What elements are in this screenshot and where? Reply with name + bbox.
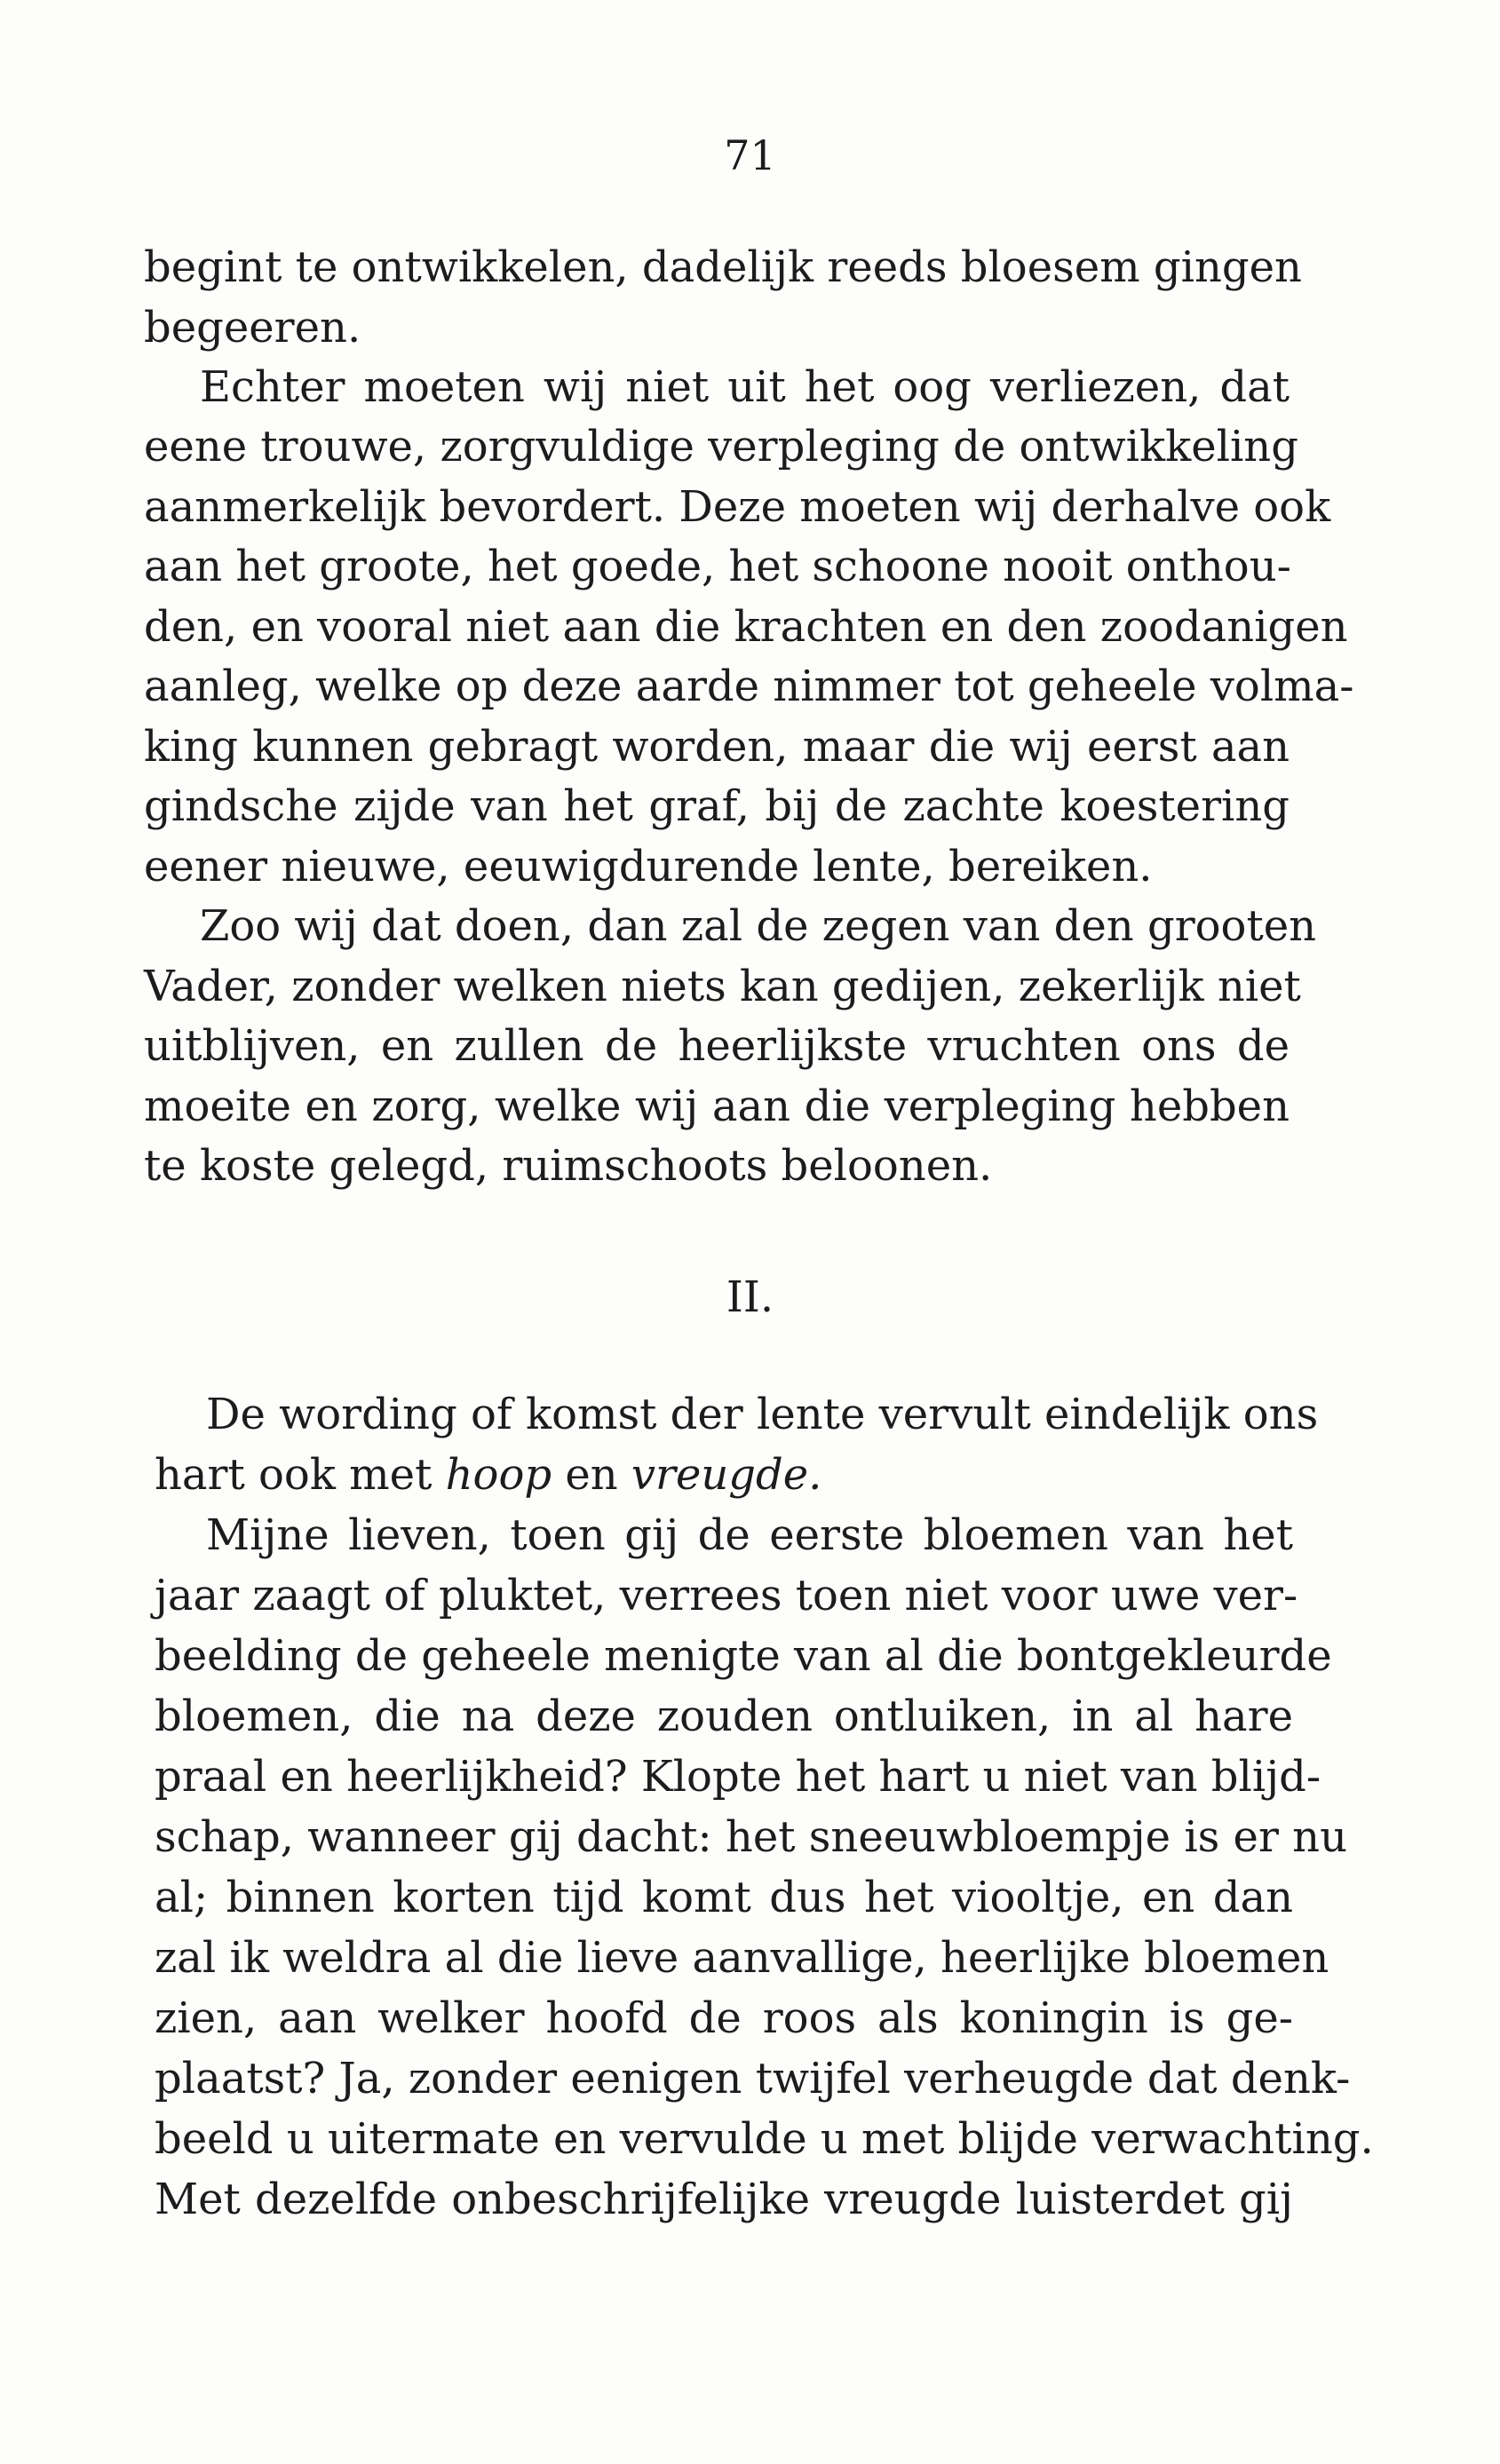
text-line: zien, aan welker hoofd de roos als koningin is ge- bbox=[155, 1993, 1293, 2043]
text-line: aanleg, welke op deze aarde nimmer tot geheele volma- bbox=[144, 662, 1354, 711]
text-line: De wording of komst der lente vervult eindelijk ons bbox=[206, 1390, 1319, 1439]
text-line: Mijne lieven, toen gij de eerste bloemen van het bbox=[206, 1510, 1293, 1560]
text-line: te koste gelegd, ruimschoots beloonen. bbox=[144, 1141, 993, 1191]
text-line: Met dezelfde onbeschrijfelijke vreugde luisterdet gij bbox=[155, 2175, 1293, 2224]
text-line: Vader, zonder welken niets kan gedijen, zekerlijk niet bbox=[144, 962, 1301, 1011]
text-line: al; binnen korten tijd komt dus het viooltje, en dan bbox=[155, 1873, 1293, 1922]
text-line: begint te ontwikkelen, dadelijk reeds bloesem gingen bbox=[144, 242, 1302, 292]
text-line: uitblijven, en zullen de heerlijkste vruchten ons de bbox=[144, 1021, 1290, 1071]
text-line: bloemen, die na deze zouden ontluiken, in al hare bbox=[155, 1692, 1293, 1741]
text-line: king kunnen gebragt worden, maar die wij eerst aan bbox=[144, 722, 1290, 772]
text-segment: hart ook met bbox=[155, 1450, 446, 1500]
emphasis-vreugde: vreugde. bbox=[631, 1450, 822, 1500]
text-line: aan het groote, het goede, het schoone nooit onthou- bbox=[144, 542, 1291, 591]
text-segment: en bbox=[552, 1450, 631, 1500]
text-line: eener nieuwe, eeuwigdurende lente, bereiken. bbox=[144, 842, 1153, 891]
text-line: zal ik weldra al die lieve aanvallige, heerlijke bloemen bbox=[155, 1933, 1329, 1983]
text-line: den, en vooral niet aan die krachten en den zoodanigen bbox=[144, 602, 1348, 652]
text-line: aanmerkelijk bevordert. Deze moeten wij derhalve ook bbox=[144, 482, 1331, 532]
text-line-with-emphasis bbox=[155, 1447, 1293, 1502]
text-line: Zoo wij dat doen, dan zal de zegen van den grooten bbox=[200, 901, 1317, 951]
text-line: plaatst? Ja, zonder eenigen twijfel verheugde dat denk- bbox=[155, 2054, 1351, 2104]
section-heading: II. bbox=[726, 1272, 774, 1322]
text-line: Echter moeten wij niet uit het oog verliezen, dat bbox=[200, 362, 1290, 412]
text-line: beeld u uitermate en vervulde u met blijde verwachting. bbox=[155, 2114, 1374, 2164]
text-line: eene trouwe, zorgvuldige verpleging de ontwikkeling bbox=[144, 422, 1298, 471]
text-line: beelding de geheele menigte van al die bontgekleurde bbox=[155, 1631, 1332, 1681]
text-line: schap, wanneer gij dacht: het sneeuwbloempje is er nu bbox=[155, 1812, 1347, 1862]
text-line: praal en heerlijkheid? Klopte het hart u niet van blijd- bbox=[155, 1752, 1321, 1802]
page-number: 71 bbox=[724, 131, 776, 179]
text-line: begeeren. bbox=[144, 303, 361, 353]
emphasis-hoop: hoop bbox=[445, 1450, 552, 1500]
text-line: jaar zaagt of pluktet, verrees toen niet voor uwe ver- bbox=[155, 1571, 1298, 1620]
text-line: gindsche zijde van het graf, bij de zachte koestering bbox=[144, 781, 1290, 831]
text-line: moeite en zorg, welke wij aan die verpleging hebben bbox=[144, 1081, 1290, 1131]
